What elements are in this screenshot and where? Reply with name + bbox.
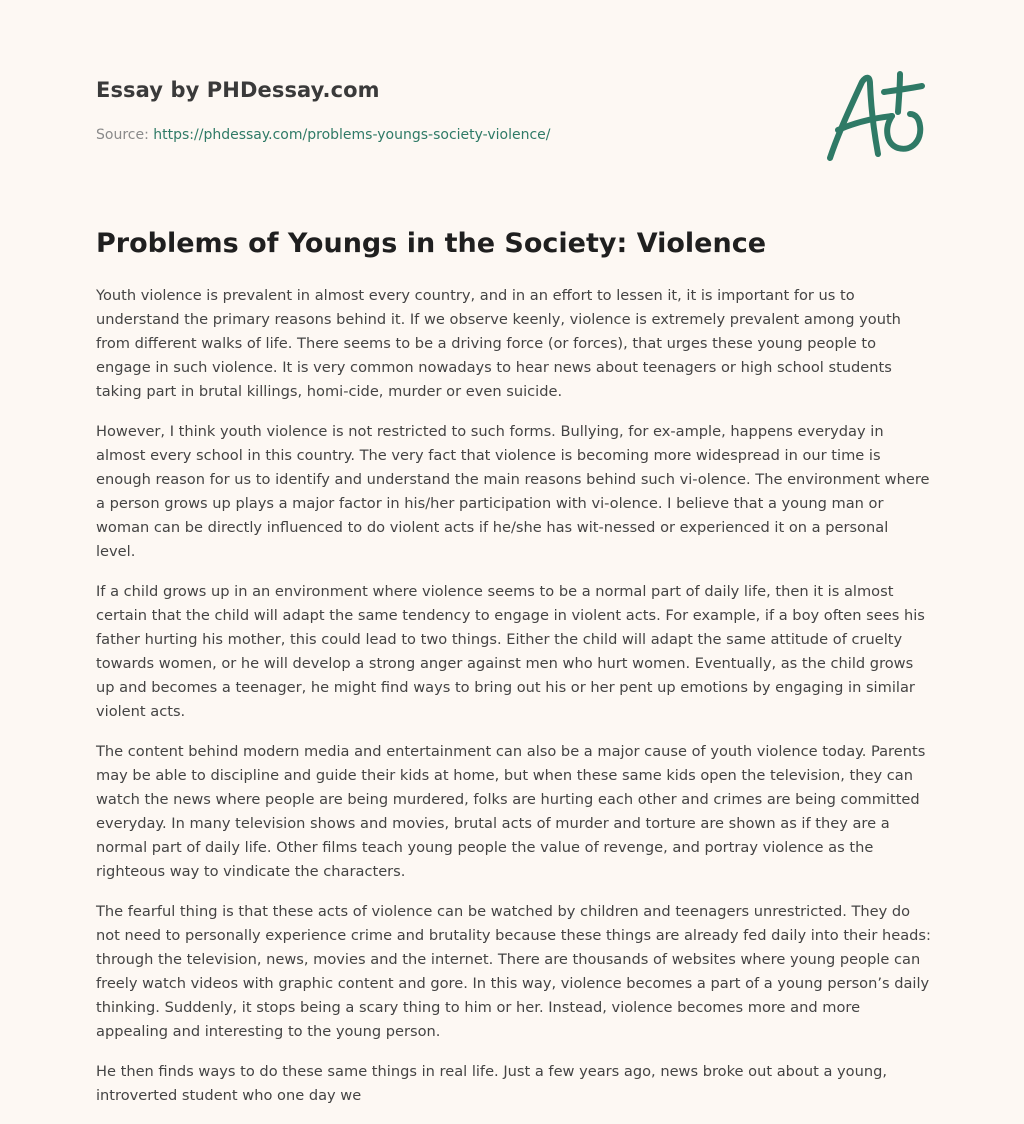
essay-paragraph: If a child grows up in an environment where violence seems to be a normal part of daily life, then it is almost certain that the child will adapt the same tendency to engage in violent acts. For example, if a boy often sees his father hurting his mother, this could lead to two things. Either the child will adapt the same attitude of cruelty towards women, or he will develop a strong anger against men who hurt women. Eventually, as the child grows up and becomes a teenager, he might find ways to bring out his or her pent up emotions by engaging in similar violent acts. <box>96 583 925 720</box>
source-line <box>96 126 796 144</box>
a-plus-grade-icon <box>822 68 926 164</box>
essay-paragraph: The fearful thing is that these acts of violence can be watched by children and teenagers unrestricted. They do not need to personally experience crime and brutality because these things are already fed daily into their heads: through the television, news, movies and the internet. There are thousands of websites where young people can freely watch videos with graphic content and gore. In this way, violence becomes a part of a young person’s daily thinking. Suddenly, it stops being a scary thing to him or her. Instead, violence becomes more and more appealing and interesting to the young person. <box>96 903 931 1040</box>
essay-paragraph: The content behind modern media and entertainment can also be a major cause of youth violence today. Parents may be able to discipline and guide their kids at home, but when these same kids open the television, they can watch the news where people are being murdered, folks are hurting each other and crimes are being committed everyday. In many television shows and movies, brutal acts of murder and torture are shown as if they are a normal part of daily life. Other films teach young people the value of revenge, and portray violence as the righteous way to vindicate the characters. <box>96 743 926 880</box>
page-header <box>96 76 796 144</box>
essay-body <box>96 284 932 1124</box>
source-link[interactable]: https://phdessay.com/problems-youngs-society-violence/ <box>153 127 551 143</box>
essay-paragraph: However, I think youth violence is not restricted to such forms. Bullying, for ex-ample, happens everyday in almost every school in this country. The very fact that violence is becoming more widespread in our time is enough reason for us to identify and understand the main reasons behind such vi-olence. The environment where a person grows up plays a major factor in his/her participation with vi-olence. I believe that a young man or woman can be directly influenced to do violent acts if he/she has wit-nessed or experienced it on a personal level. <box>96 423 930 560</box>
essay-paragraph: Youth violence is prevalent in almost every country, and in an effort to lessen it, it is important for us to understand the primary reasons behind it. If we observe keenly, violence is extremely prevalent among youth from different walks of life. There seems to be a driving force (or forces), that urges these young people to engage in such violence. It is very common nowadays to hear news about teenagers or high school students taking part in brutal killings, homi-cide, murder or even suicide. <box>96 287 901 400</box>
essay-paragraph: He then finds ways to do these same things in real life. Just a few years ago, news broke out about a young, introverted student who one day we <box>96 1063 887 1104</box>
source-label: Source: <box>96 127 149 143</box>
essay-title: Problems of Youngs in the Society: Violence <box>96 228 767 259</box>
site-brand: Essay by PHDessay.com <box>96 78 380 102</box>
